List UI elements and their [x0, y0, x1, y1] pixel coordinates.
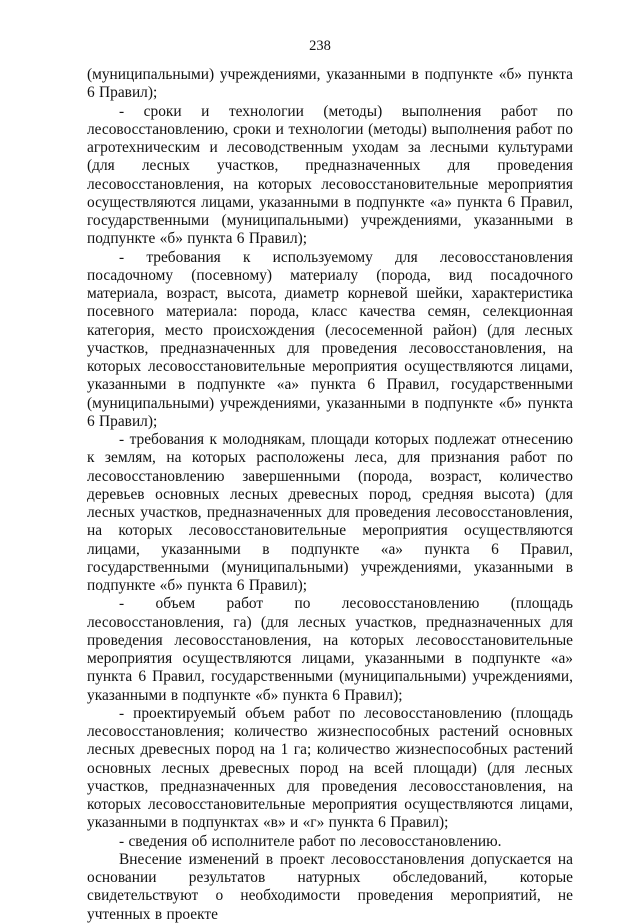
paragraph-contractor-info: - сведения об исполнителе работ по лесовосстановлению.	[119, 832, 502, 850]
paragraph-work-volume: - объем работ по лесовосстановлению (площадь лесовосстановления, га) (для лесных участков, предназначенных для проведения лесовосстановления, на которых лесовосстановительные мероприятия осуществляются лицами, указанными в подпункте «а» пункта 6 Правил, государственными (муниципальными) учреждениями, указанными в подпункте «б» пункта 6 Правил);	[87, 595, 573, 704]
paragraph-planting-material-requirements: - требования к используемому для лесовосстановления посадочному (посевному) материалу (порода, вид посадочного материала, возраст, высота, диаметр корневой шейки, характеристика посевного материала: порода, класс качества семян, селекционная категория, место происхождения (лесосеменной район) (для лесных участков, предназначенных для проведения лесовосстановления, на которых лесовосстановительные мероприятия осуществляются лицами, указанными в подпункте «а» пункта 6 Правил, государственными (муниципальными) учреждениями, указанными в подпункте «б» пункта 6 Правил);	[87, 248, 573, 430]
paragraph-deadlines-technologies: - сроки и технологии (методы) выполнения работ по лесовосстановлению, сроки и технологии (методы) выполнения работ по агротехническим и лесоводственным уходам за лесными культурами (для лесных участков, предназначенных для проведения лесовосстановления, на которых лесовосстановительные мероприятия осуществляются лицами, указанными в подпункте «а» пункта 6 Правил, государственными (муниципальными) учреждениями, указанными в подпункте «б» пункта 6 Правил);	[87, 102, 573, 248]
document-body	[87, 66, 573, 924]
paragraph-projected-work-volume: - проектируемый объем работ по лесовосстановлению (площадь лесовосстановления; количество жизнеспособных растений основных лесных древесных пород на 1 га; количество жизнеспособных растений основных лесных древесных пород на всей площади) (для лесных участков, предназначенных для проведения лесовосстановления, на которых лесовосстановительные мероприятия осуществляются лицами, указанными в подпунктах «в» и «г» пункта 6 Правил);	[87, 704, 573, 832]
page-number: 238	[309, 38, 331, 54]
paragraph-project-amendments: Внесение изменений в проект лесовосстановления допускается на основании результатов натурных обследований, которые свидетельствуют о необходимости проведения мероприятий, не учтенных в проекте	[87, 850, 573, 923]
paragraph-continuation: (муниципальными) учреждениями, указанными в подпункте «б» пункта 6 Правил);	[87, 66, 573, 102]
paragraph-young-stand-requirements: - требования к молоднякам, площади которых подлежат отнесению к землям, на которых расположены леса, для признания работ по лесовосстановлению завершенными (порода, возраст, количество деревьев основных лесных древесных пород, средняя высота) (для лесных участков, предназначенных для проведения лесовосстановления, на которых лесовосстановительные мероприятия осуществляются лицами, указанными в подпункте «а» пункта 6 Правил, государственными (муниципальными) учреждениями, указанными в подпункте «б» пункта 6 Правил);	[87, 431, 573, 594]
